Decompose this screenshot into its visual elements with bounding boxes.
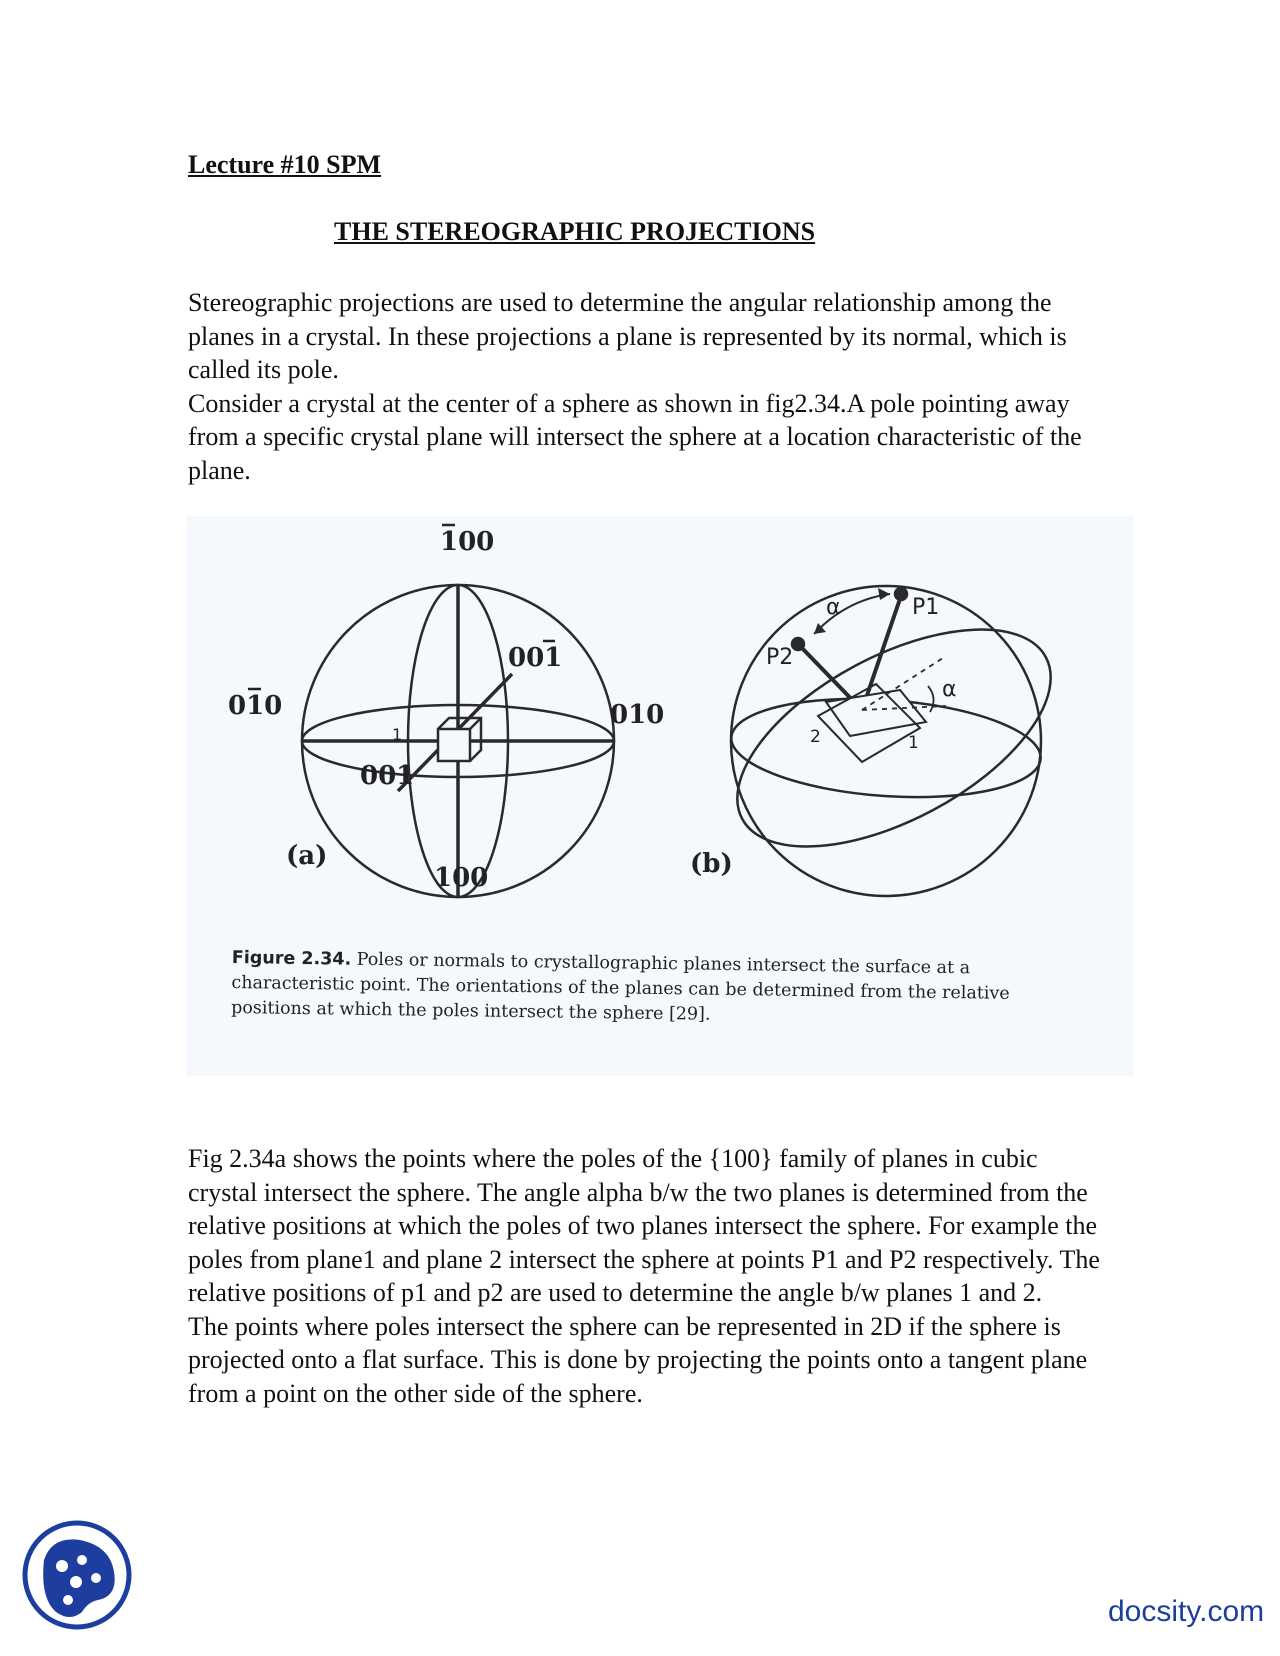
labels-a: [228, 525, 664, 893]
point-p2: [792, 638, 804, 650]
page-title: Lecture #10 SPM: [188, 150, 382, 179]
docsity-brand[interactable]: docsity.com: [1108, 1595, 1265, 1628]
figure-caption: [231, 946, 1032, 1032]
panel-label-a: (a): [286, 841, 328, 871]
label-a-lower-inner: 001: [360, 761, 415, 791]
explanation-paragraph: [188, 1142, 1108, 1410]
docsity-logo-icon[interactable]: [22, 1520, 132, 1630]
intro-paragraph: [188, 286, 1108, 487]
intro-text-2: Consider a crystal at the center of a sphere as shown in fig2.34.A pole pointing away from a specific crystal plane will intersect the sphere at a location characteristic of the plane.: [188, 388, 1082, 485]
point-p1: [895, 588, 907, 600]
label-alpha-top: α: [826, 595, 841, 620]
caption-text: Poles or normals to crystallographic planes intersect the surface at a characteristic point. The orientations of the planes can be determined from the relative positions at which the poles intersect the sphere [29].: [230, 949, 1010, 1025]
explanation-text-1: Fig 2.34a shows the points where the poles of the {100} family of planes in cubic crystal intersect the sphere. The angle alpha b/w the two planes is determined from the relative positions at which the poles of two planes intersect the sphere. For example the poles from plane1 and plane 2 intersect the sphere at points P1 and P2 respectively. The relative positions of p1 and p2 are used to determine the angle b/w planes 1 and 2.: [188, 1144, 1100, 1307]
intro-text-1: Stereographic projections are used to determine the angular relationship among the planes in a crystal. In these projections a plane is represented by its normal, which is called its pole.: [188, 288, 1067, 384]
label-plane-2: 2: [810, 727, 821, 747]
label-a-top: 100: [440, 527, 495, 557]
label-a-small: 1: [392, 725, 403, 744]
explanation-text-2: The points where poles intersect the sphere can be represented in 2D if the sphere is projected onto a flat surface. This is done by projecting the points onto a tangent plane from a point on the other side of the sphere.: [188, 1311, 1088, 1408]
label-a-bottom: 100: [434, 863, 489, 893]
label-a-right: 010: [610, 700, 665, 730]
figure-2-34: [186, 516, 1134, 1076]
panel-label-b: (b): [690, 849, 733, 879]
plane-1: [826, 690, 926, 736]
label-p1: P1: [912, 595, 940, 620]
caption-lead: Figure 2.34.: [231, 947, 352, 970]
sphere-b: [731, 586, 1041, 896]
label-p2: P2: [766, 645, 794, 670]
label-plane-1: 1: [908, 733, 919, 753]
label-a-left: 010: [228, 691, 283, 721]
section-heading: THE STEREOGRAPHIC PROJECTIONS: [334, 217, 816, 246]
label-alpha-side: α: [942, 677, 957, 702]
label-a-upper-inner: 001: [508, 643, 563, 673]
